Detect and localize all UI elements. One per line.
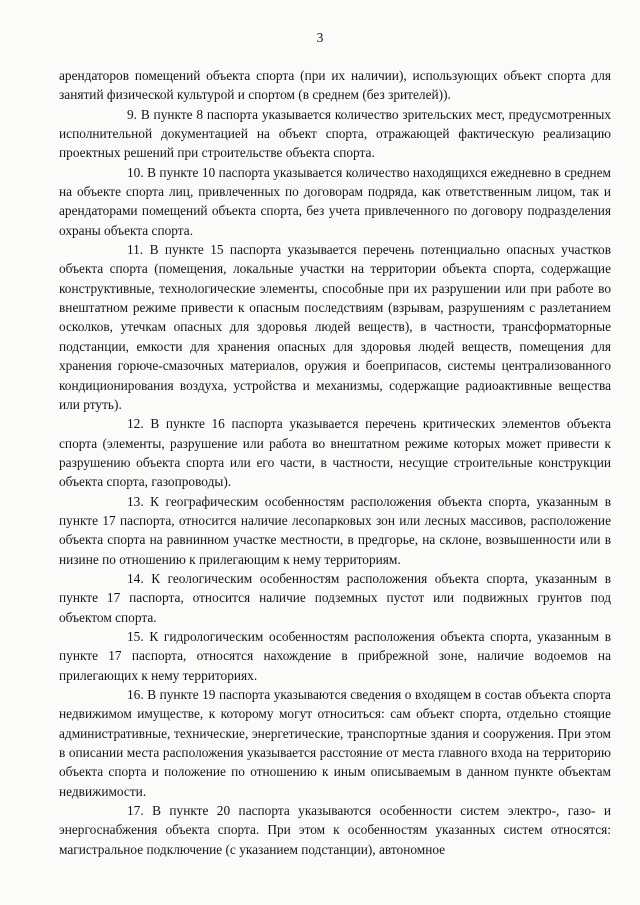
paragraph-number: 14.	[127, 570, 144, 586]
document-body	[59, 66, 611, 859]
paragraph-text: В пункте 10 паспорта указывается количество находящихся ежедневно в среднем на объекте спорта лиц, привлеченных по договорам подряда, как ответственным лицом, так и арендаторами помещений объекта спорта, без учета привлеченного по договору подразделения охраны объекта спорта.	[59, 164, 611, 238]
paragraph-text: В пункте 19 паспорта указываются сведения о входящем в состав объекта спорта недвижимом имуществе, к которому могут относиться: сам объект спорта, отдельно стоящие административные, технические, энергетические, транспортные здания и сооружения. При этом в описании места расположения указывается расстояние от места главного входа на территорию объекта спорта и положение по отношению к иным описываемым в данном пункте объектам недвижимости.	[59, 687, 611, 799]
paragraph-text: арендаторов помещений объекта спорта (при их наличии), использующих объект спорта для занятий физической культурой и спортом (в среднем (без зрителей)).	[59, 68, 611, 103]
paragraph-text: В пункте 16 паспорта указывается перечень критических элементов объекта спорта (элементы, разрушение или работа во внештатном режиме которых может привести к разрушению объекта спорта или его части, в частности, несущие строительные конструкции объекта спорта, газопроводы).	[59, 416, 611, 490]
paragraph-9	[59, 105, 611, 163]
paragraph-number: 17.	[127, 803, 144, 819]
paragraph-text: К геологическим особенностям расположения объекта спорта, указанным в пункте 17 паспорта, относится наличие подземных пустот или подвижных грунтов под объектом спорта.	[59, 570, 611, 625]
paragraph-11	[59, 240, 611, 414]
paragraph-number: 15.	[127, 628, 144, 644]
paragraph-13	[59, 492, 611, 569]
paragraph-16	[59, 685, 611, 801]
paragraph-number: 11.	[127, 242, 144, 258]
paragraph-number: 13.	[127, 493, 144, 509]
paragraph-number: 12.	[127, 416, 144, 432]
paragraph-number: 16.	[127, 687, 144, 702]
paragraph-17	[59, 801, 611, 859]
paragraph-continuation	[59, 66, 611, 105]
paragraph-number: 9.	[127, 106, 138, 122]
paragraph-text: В пункте 20 паспорта указываются особенности систем электро-, газо- и энергоснабжения объекта спорта. При этом к особенностям указанных систем относятся: магистральное подключение (с указанием подстанции), автономное	[59, 803, 611, 857]
paragraph-12	[59, 414, 611, 491]
paragraph-text: К гидрологическим особенностям расположения объекта спорта, указанным в пункте 17 паспорта, относятся нахождение в прибрежной зоне, наличие водоемов на прилегающих к нему территориях.	[59, 628, 611, 683]
page-number: 3	[316, 30, 324, 45]
paragraph-14	[59, 569, 611, 627]
paragraph-15	[59, 627, 611, 685]
paragraph-10	[59, 163, 611, 240]
paragraph-number: 10.	[127, 164, 144, 180]
paragraph-text: В пункте 15 паспорта указывается перечень потенциально опасных участков объекта спорта (помещения, локальные участки на территории объекта спорта, содержащие конструктивные, технологические элементы, способные при их разрушении или при работе во внештатном режиме привести к опасным последствиям (взрывам, разрушениям с разлетанием осколков, утечкам опасных для здоровья людей веществ), в частности, трансформаторные подстанции, емкости для хранения опасных для здоровья людей веществ, помещения для хранения горюче-смазочных материалов, оружия и боеприпасов, системы централизованного кондиционирования воздуха, устройства и механизмы, содержащие радиоактивные вещества или ртуть).	[59, 242, 611, 412]
paragraph-text: В пункте 8 паспорта указывается количество зрительских мест, предусмотренных исполнительной документацией на объект спорта, отражающей фактическую реализацию проектных решений при строительстве объекта спорта.	[59, 106, 611, 161]
paragraph-text: К географическим особенностям расположения объекта спорта, указанным в пункте 17 паспорта, относится наличие лесопарковых зон или лесных массивов, расположение объекта спорта на равнинном участке местности, в предгорье, на склоне, возвышенности или в низине по отношению к прилегающим к нему территориям.	[59, 493, 611, 567]
